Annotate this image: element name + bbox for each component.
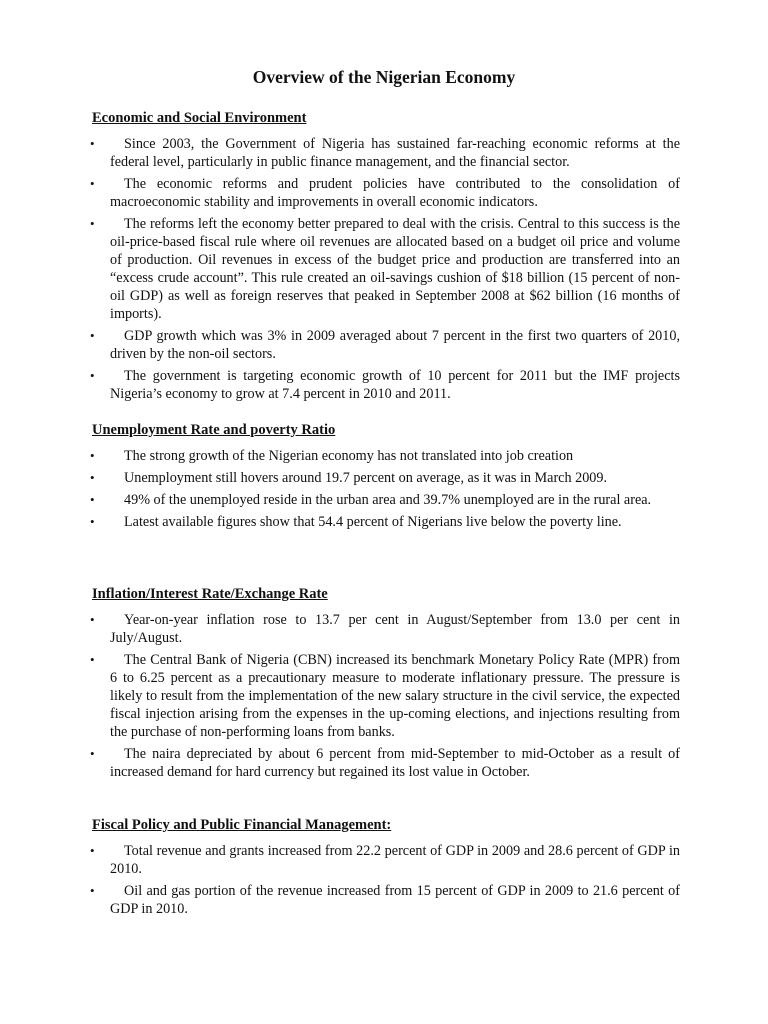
list-item-text: Since 2003, the Government of Nigeria has sustained far-reaching economic reforms at the federal level, particularly in public finance management, and the financial sector.	[110, 136, 680, 170]
list-item	[90, 651, 680, 741]
list-item	[90, 447, 680, 465]
page-title: Overview of the Nigerian Economy	[252, 67, 516, 87]
bullet-icon: •	[90, 470, 95, 485]
bullet-list	[90, 842, 680, 918]
list-item-text: Latest available figures show that 54.4 percent of Nigerians live below the poverty line.	[124, 514, 622, 530]
bullet-icon: •	[90, 136, 95, 151]
bullet-icon: •	[90, 492, 95, 507]
bullet-list	[90, 611, 680, 781]
list-item-text: Oil and gas portion of the revenue increased from 15 percent of GDP in 2009 to 21.6 percent of GDP in 2010.	[110, 883, 680, 917]
bullet-icon: •	[90, 746, 95, 761]
bullet-icon: •	[90, 883, 95, 898]
section-heading: Inflation/Interest Rate/Exchange Rate	[92, 586, 328, 602]
list-item	[90, 882, 680, 918]
section-inflation-interest-exchange	[90, 585, 680, 785]
list-item-text: The Central Bank of Nigeria (CBN) increased its benchmark Monetary Policy Rate (MPR) from 6 to 6.25 percent as a precautionary measure to moderate inflationary pressure. The pressure is likely to result from the implementation of the new salary structure in the civil service, the expected fiscal injection arising from the expenses in the up-coming elections, and injections resulting from the purchase of non-performing loans from banks.	[110, 652, 680, 740]
section-heading: Economic and Social Environment	[92, 110, 307, 126]
list-item-text: The reforms left the economy better prepared to deal with the crisis. Central to this success is the oil-price-based fiscal rule where oil revenues are allocated based on a budget oil price and volume of production. Oil revenues in excess of the budget price and production are transferred into an “excess crude account”. This rule created an oil-savings cushion of $18 billion (15 percent of non-oil GDP) as well as foreign reserves that peaked in September 2008 at $62 billion (16 months of imports).	[110, 216, 680, 322]
list-item-text: The naira depreciated by about 6 percent from mid-September to mid-October as a result of increased demand for hard currency but regained its lost value in October.	[110, 746, 680, 780]
list-item-text: The economic reforms and prudent policies have contributed to the consolidation of macroeconomic stability and improvements in overall economic indicators.	[110, 176, 680, 210]
list-item	[90, 135, 680, 171]
bullet-icon: •	[90, 368, 95, 383]
section-unemployment-poverty	[90, 421, 680, 535]
list-item-text: Total revenue and grants increased from 22.2 percent of GDP in 2009 and 28.6 percent of GDP in 2010.	[110, 843, 680, 877]
bullet-icon: •	[90, 843, 95, 858]
list-item	[90, 491, 680, 509]
section-economic-social-environment	[90, 109, 680, 407]
list-item	[90, 469, 680, 487]
list-item-text: Year-on-year inflation rose to 13.7 per cent in August/September from 13.0 per cent in July/August.	[110, 612, 680, 646]
list-item-text: The government is targeting economic growth of 10 percent for 2011 but the IMF projects Nigeria’s economy to grow at 7.4 percent in 2010 and 2011.	[110, 368, 680, 402]
bullet-icon: •	[90, 612, 95, 627]
bullet-icon: •	[90, 216, 95, 231]
list-item	[90, 611, 680, 647]
bullet-icon: •	[90, 176, 95, 191]
section-fiscal-policy	[90, 816, 680, 922]
list-item	[90, 745, 680, 781]
section-heading: Fiscal Policy and Public Financial Management:	[92, 817, 392, 833]
list-item	[90, 513, 680, 531]
list-item	[90, 175, 680, 211]
bullet-icon: •	[90, 652, 95, 667]
list-item	[90, 842, 680, 878]
bullet-icon: •	[90, 328, 95, 343]
list-item	[90, 367, 680, 403]
bullet-list	[90, 135, 680, 403]
list-item-text: Unemployment still hovers around 19.7 percent on average, as it was in March 2009.	[124, 470, 608, 486]
list-item	[90, 215, 680, 323]
list-item	[90, 327, 680, 363]
list-item-text: The strong growth of the Nigerian economy has not translated into job creation	[124, 448, 574, 464]
bullet-icon: •	[90, 514, 95, 529]
section-heading: Unemployment Rate and poverty Ratio	[92, 422, 336, 438]
list-item-text: 49% of the unemployed reside in the urban area and 39.7% unemployed are in the rural area.	[124, 492, 652, 508]
bullet-list	[90, 447, 680, 531]
list-item-text: GDP growth which was 3% in 2009 averaged about 7 percent in the first two quarters of 2010, driven by the non-oil sectors.	[110, 328, 680, 362]
bullet-icon: •	[90, 448, 95, 463]
